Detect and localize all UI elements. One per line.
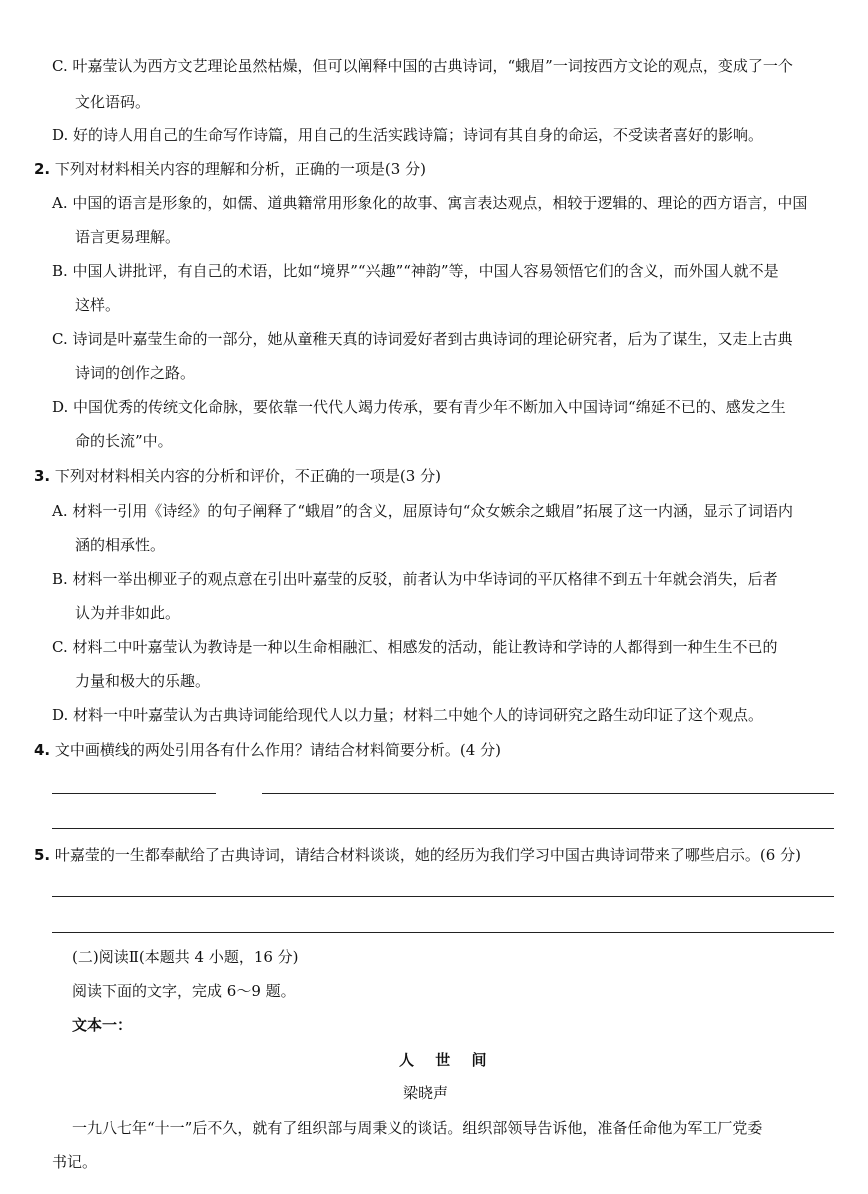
q3-option-c-line1: C. 材料二中叶嘉莹认为教诗是一种以生命相融汇、相感发的活动，能让教诗和学诗的人都得到一种生生不已的: [52, 638, 778, 656]
question-text: 下列对材料相关内容的理解和分析，正确的一项是(3 分): [54, 160, 426, 178]
question-number: 5.: [34, 846, 51, 864]
question-number: 2.: [34, 160, 51, 178]
story-paragraph-line2: 书记。: [52, 1153, 98, 1171]
text-one-label: 文本一：: [72, 1016, 133, 1034]
answer-line[interactable]: [52, 793, 216, 794]
section-2-instructions: 阅读下面的文字，完成 6～9 题。: [72, 982, 296, 1000]
question-text: 文中画横线的两处引用各有什么作用？请结合材料简要分析。(4 分): [54, 741, 501, 759]
question-text: 下列对材料相关内容的分析和评价，不正确的一项是(3 分): [54, 467, 441, 485]
q3-option-a-line2: 涵的相承性。: [75, 536, 166, 554]
q2-option-a-line2: 语言更易理解。: [75, 228, 181, 246]
section-2-heading: (二)阅读Ⅱ(本题共 4 小题，16 分): [72, 948, 299, 966]
q3-option-a-line1: A. 材料一引用《诗经》的句子阐释了“蛾眉”的含义，屈原诗句“众女嫉余之蛾眉”拓展了这一内涵，显示了词语内: [52, 502, 794, 520]
question-5-stem: [34, 845, 801, 865]
q3-option-c-line2: 力量和极大的乐趣。: [75, 672, 211, 690]
answer-line[interactable]: [52, 828, 834, 829]
q3-option-b-line2: 认为并非如此。: [75, 604, 181, 622]
answer-line[interactable]: [262, 793, 834, 794]
question-number: 3.: [34, 467, 51, 485]
q1-option-d: D. 好的诗人用自己的生命写作诗篇，用自己的生活实践诗篇；诗词有其自身的命运，不受读者喜好的影响。: [52, 126, 764, 144]
story-title: 人 世 间: [399, 1051, 495, 1069]
q3-option-b-line1: B. 材料一举出柳亚子的观点意在引出叶嘉莹的反驳，前者认为中华诗词的平仄格律不到五十年就会消失，后者: [52, 570, 778, 588]
q2-option-d-line1: D. 中国优秀的传统文化命脉，要依靠一代代人竭力传承，要有青少年不断加入中国诗词“绵延不已的、感发之生: [52, 398, 786, 416]
question-text: 叶嘉莹的一生都奉献给了古典诗词，请结合材料谈谈，她的经历为我们学习中国古典诗词带来了哪些启示。(6 分): [54, 846, 801, 864]
answer-line[interactable]: [52, 932, 834, 933]
q1-option-c-line2: 文化语码。: [75, 93, 151, 111]
question-2-stem: [34, 159, 426, 179]
q2-option-b-line1: B. 中国人讲批评，有自己的术语，比如“境界”“兴趣”“神韵”等，中国人容易领悟它们的含义，而外国人就不是: [52, 262, 779, 280]
question-number: 4.: [34, 741, 51, 759]
q2-option-b-line2: 这样。: [75, 296, 121, 314]
q2-option-c-line1: C. 诗词是叶嘉莹生命的一部分，她从童稚天真的诗词爱好者到古典诗词的理论研究者，后为了谋生，又走上古典: [52, 330, 793, 348]
story-paragraph-line1: 一九八七年“十一”后不久，就有了组织部与周秉义的谈话。组织部领导告诉他，准备任命他为军工厂党委: [72, 1119, 763, 1137]
question-3-stem: [34, 466, 441, 486]
question-4-stem: [34, 740, 501, 760]
q3-option-d: D. 材料一中叶嘉莹认为古典诗词能给现代人以力量；材料二中她个人的诗词研究之路生动印证了这个观点。: [52, 706, 764, 724]
answer-line[interactable]: [52, 896, 834, 897]
q2-option-a-line1: A. 中国的语言是形象的，如儒、道典籍常用形象化的故事、寓言表达观点，相较于逻辑的、理论的西方语言，中国: [52, 194, 808, 212]
q2-option-d-line2: 命的长流”中。: [75, 432, 173, 450]
story-author: 梁晓声: [403, 1084, 449, 1102]
q1-option-c-line1: C. 叶嘉莹认为西方文艺理论虽然枯燥，但可以阐释中国的古典诗词，“蛾眉”一词按西方文论的观点，变成了一个: [52, 57, 793, 75]
q2-option-c-line2: 诗词的创作之路。: [75, 364, 196, 382]
